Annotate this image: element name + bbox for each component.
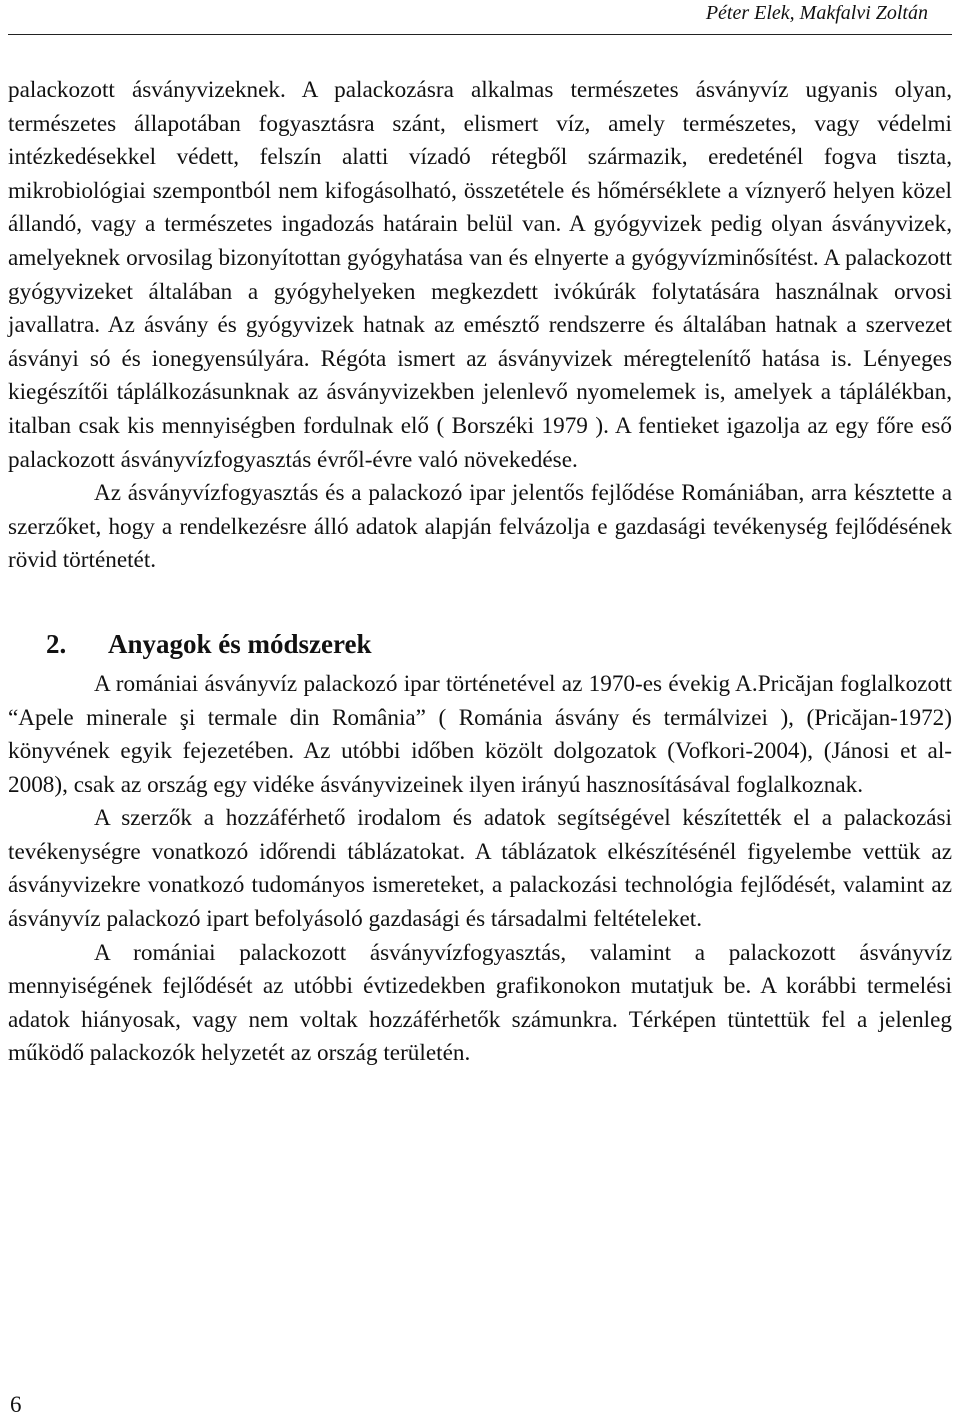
section-title: Anyagok és módszerek [108,628,372,659]
paragraph-intro-2: Az ásványvízfogyasztás és a palackozó ipar jelentős fejlődése Romániában, arra késztette a szerzőket, hogy a rendelkezésre álló adatok alapján felvázolja e gazdasági tevékenység fejlődésének rövid történetét. [8,480,952,574]
paragraph-section-2: A szerzők a hozzáférhető irodalom és adatok segítségével készítették el a palackozási tevékenységre vonatkozó időrendi táblázatokat. A táblázatok elkészítésénél figyelembe vettük az ásványvizekre vonatkozó tudományos ismereteket, a palackozási technológia fejlődését, valamint az ásványvíz palackozó ipart befolyásoló gazdasági és társadalmi feltételeket. [8,805,952,933]
section-heading [46,626,952,662]
page-number: 6 [10,1392,22,1417]
paragraph-section-1: A romániai ásványvíz palackozó ipar történetével az 1970-es évekig A.Pricăjan foglalkozott “Apele minerale şi termale din România” ( Románia ásvány és termálvizei ), (Pricăjan-1972) könyvének egyik fejezetében. Az utóbbi időben közölt dolgozatok (Vofkori-2004), (Jánosi et al-2008), csak az ország egy vidéke ásványvizeinek ilyen irányú hasznosításával foglalkoznak. [8,670,952,798]
section-number: 2. [46,628,67,659]
page-header [8,0,952,35]
paragraph-intro-1: palackozott ásványvizeknek. A palackozásra alkalmas természetes ásványvíz ugyanis olyan, természetes állapotában fogyasztásra szánt, elismert víz, amely természetes, vagy védelmi intézkedésekkel védett, felszín alatti vízadó rétegből származik, eredeténél fogva tiszta, mikrobiológiai szempontból nem kifogásolható, összetétele és hőmérséklete a víznyerő helyen közel állandó, vagy a természetes ingadozás határain belül van. A gyógyvizek pedig olyan ásványvizek, amelyeknek orvosilag bizonyítottan gyógyhatása van és elnyerte a gyógyvízminősítést. A palackozott gyógyvizeket általában a gyógyhelyeken megkezdett ivókúrák folytatására használnak orvosi javallatra. Az ásvány és gyógyvizek hatnak az emésztő rendszerre és általában hatnak a szervezet ásványi só és ionegyensúlyára. Régóta ismert az ásványvizek méregtelenítő hatása is. Lényeges kiegészítői táplálkozásunknak az ásványvizekben jelenlevő nyomelemek is, amelyek a táplálékban, italban csak kis mennyiségben fordulnak elő ( Borszéki 1979 ). A fentieket igazolja az egy főre eső palackozott ásványvízfogyasztás évről-évre való növekedése. [8,77,952,473]
page-content [8,74,952,1071]
paragraph-section-3: A romániai palackozott ásványvízfogyasztás, valamint a palackozott ásványvíz mennyiségének fejlődését az utóbbi évtizedekben grafikonokon mutatjuk be. A korábbi termelési adatok hiányosak, vagy nem voltak hozzáférhetők számunkra. Térképen tüntettük fel a jelenleg működő palackozók helyzetét az ország területén. [8,939,952,1067]
running-head: Péter Elek, Makfalvi Zoltán [705,2,928,24]
